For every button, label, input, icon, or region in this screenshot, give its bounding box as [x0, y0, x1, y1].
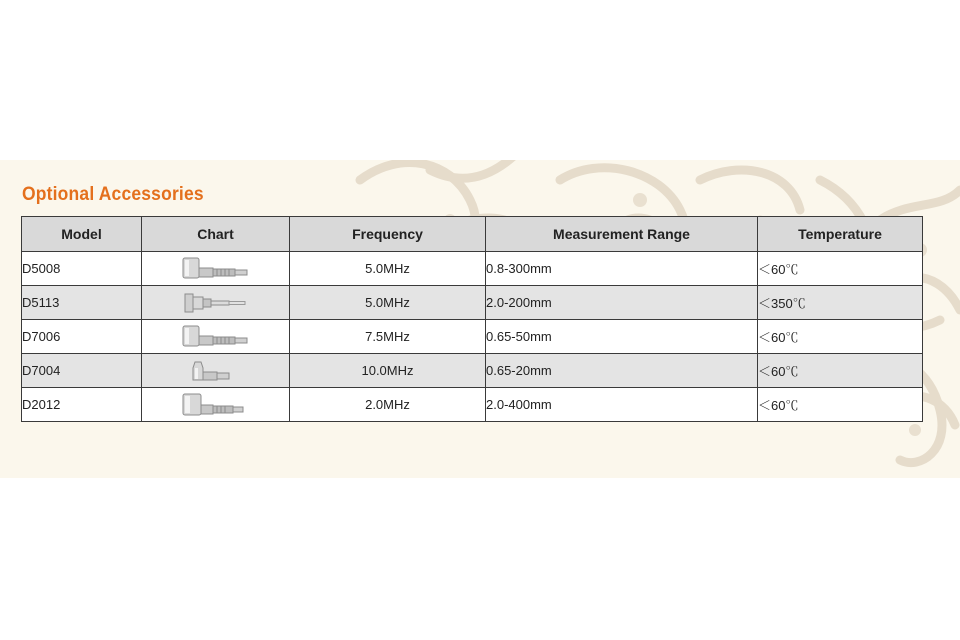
pencil-probe-icon [181, 359, 251, 383]
table-row [22, 354, 923, 388]
cell-model: D5008 [22, 252, 142, 286]
header-frequency: Frequency [290, 217, 486, 252]
cell-frequency: 5.0MHz [290, 286, 486, 320]
table-header-row [22, 217, 923, 252]
section-title: Optional Accessories [22, 184, 204, 205]
cell-chart [142, 388, 290, 422]
cell-frequency: 7.5MHz [290, 320, 486, 354]
angled-probe-icon [181, 393, 251, 417]
cell-frequency: 2.0MHz [290, 388, 486, 422]
table-row [22, 286, 923, 320]
angled-probe-icon [181, 257, 251, 281]
header-chart: Chart [142, 217, 290, 252]
cell-temperature: ＜60℃ [758, 320, 923, 354]
cell-measurement-range: 0.65-50mm [486, 320, 758, 354]
cell-model: D7004 [22, 354, 142, 388]
header-temperature: Temperature [758, 217, 923, 252]
cell-model: D7006 [22, 320, 142, 354]
cell-temperature: ＜60℃ [758, 388, 923, 422]
cell-model: D5113 [22, 286, 142, 320]
cell-model: D2012 [22, 388, 142, 422]
cell-frequency: 10.0MHz [290, 354, 486, 388]
accessories-table [21, 216, 923, 422]
cell-temperature: ＜60℃ [758, 354, 923, 388]
header-model: Model [22, 217, 142, 252]
straight-probe-icon [181, 291, 251, 315]
cell-chart [142, 320, 290, 354]
angled-probe-icon [181, 325, 251, 349]
table-row [22, 320, 923, 354]
cell-chart [142, 354, 290, 388]
cell-chart [142, 286, 290, 320]
cell-measurement-range: 2.0-200mm [486, 286, 758, 320]
cell-measurement-range: 0.8-300mm [486, 252, 758, 286]
table-row [22, 252, 923, 286]
cell-temperature: ＜350℃ [758, 286, 923, 320]
cell-frequency: 5.0MHz [290, 252, 486, 286]
cell-measurement-range: 0.65-20mm [486, 354, 758, 388]
cell-measurement-range: 2.0-400mm [486, 388, 758, 422]
table-row [22, 388, 923, 422]
cell-chart [142, 252, 290, 286]
cell-temperature: ＜60℃ [758, 252, 923, 286]
header-measurement-range: Measurement Range [486, 217, 758, 252]
